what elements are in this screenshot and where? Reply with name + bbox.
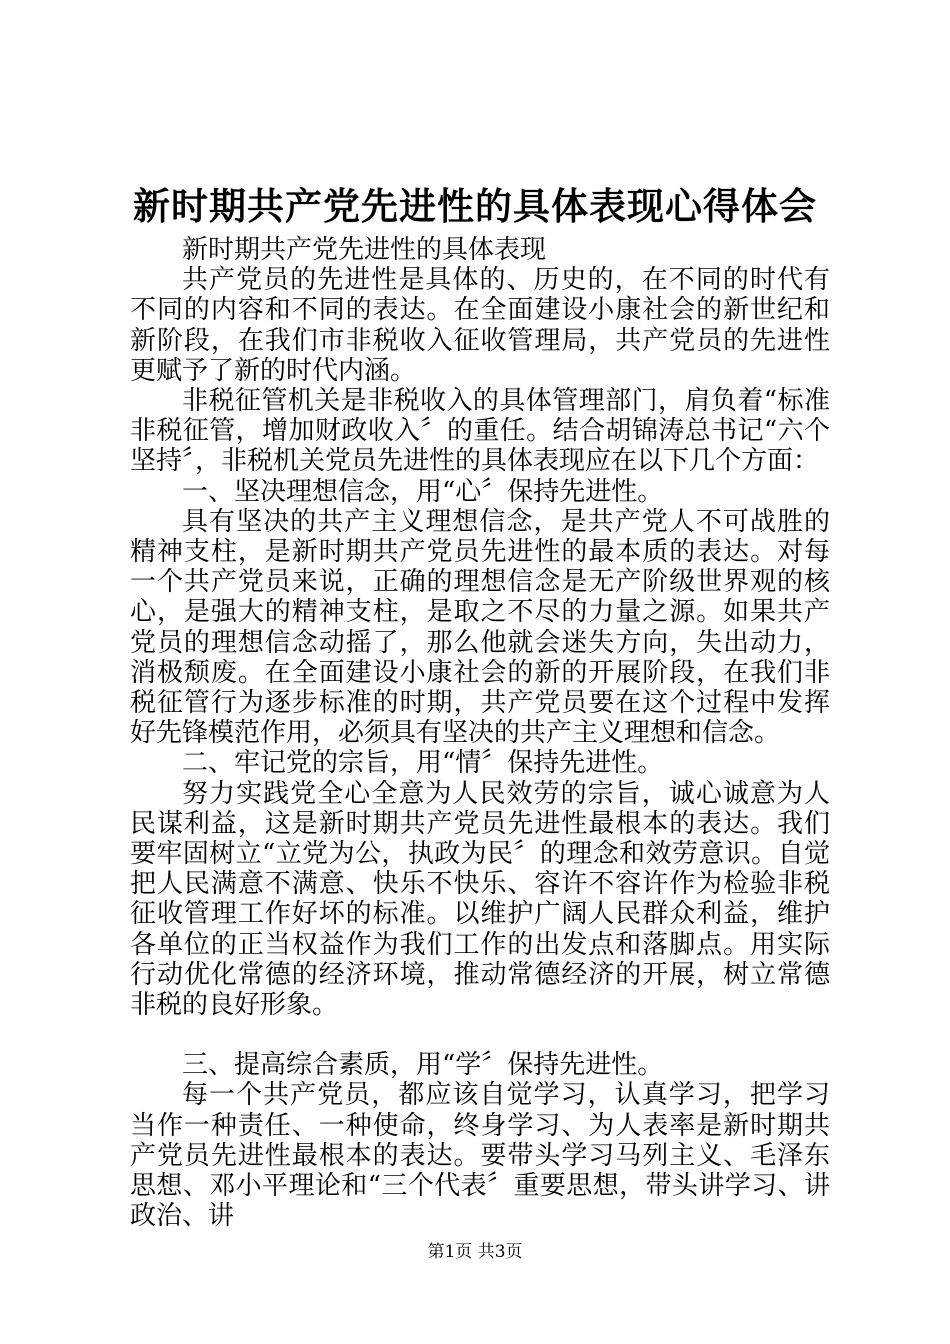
paragraph-gap <box>130 1020 830 1050</box>
section-heading-2: 二、牢记党的宗旨，用“情〞保持先进性。 <box>182 748 664 779</box>
document-body <box>130 235 830 1232</box>
body-paragraph: 每一个共产党员，都应该自觉学习，认真学习，把学习当作一种责任、一种使命，终身学习、为人表率是新时期共产党员先进性最根本的表达。要带头学习马列主义、毛泽东思想、邓小平理论和“三个代表〞重要思想，带头讲学习、讲政治、讲 <box>130 1080 830 1232</box>
page-number-footer: 第1页 共3页 <box>427 1242 523 1262</box>
body-paragraph: 非税征管机关是非税收入的具体管理部门，肩负着“标准非税征管，增加财政收入〞的重任。结合胡锦涛总书记“六个坚持〞，非税机关党员先进性的具体表现应在以下几个方面： <box>130 386 830 477</box>
document-title: 新时期共产党先进性的具体表现心得体会 <box>133 184 817 228</box>
section-heading-1: 一、坚决理想信念，用“心〞保持先进性。 <box>182 476 664 507</box>
subtitle-paragraph: 新时期共产党先进性的具体表现 <box>182 235 547 265</box>
section-heading-3: 三、提高综合素质，用“学〞保持先进性。 <box>182 1050 664 1081</box>
body-paragraph: 共产党员的先进性是具体的、历史的，在不同的时代有不同的内容和不同的表达。在全面建设小康社会的新世纪和新阶段，在我们市非税收入征收管理局，共产党员的先进性更赋予了新的时代内涵。 <box>130 265 830 386</box>
body-paragraph: 具有坚决的共产主义理想信念，是共产党人不可战胜的精神支柱，是新时期共产党员先进性的最本质的表达。对每一个共产党员来说，正确的理想信念是无产阶级世界观的核心，是强大的精神支柱，是取之不尽的力量之源。如果共产党员的理想信念动摇了，那么他就会迷失方向，失出动力，消极颓废。在全面建设小康社会的新的开展阶段，在我们非税征管行为逐步标准的时期，共产党员要在这个过程中发挥好先锋模范作用，必须具有坚决的共产主义理想和信念。 <box>130 506 830 749</box>
body-paragraph: 努力实践党全心全意为人民效劳的宗旨，诚心诚意为人民谋利益，这是新时期共产党员先进性最根本的表达。我们要牢固树立“立党为公，执政为民〞的理念和效劳意识。自觉把人民满意不满意、快乐不快乐、容许不容许作为检验非税征收管理工作好坏的标准。以维护广阔人民群众利益，维护各单位的正当权益作为我们工作的出发点和落脚点。用实际行动优化常德的经济环境，推动常德经济的开展，树立常德非税的良好形象。 <box>130 778 830 1021</box>
